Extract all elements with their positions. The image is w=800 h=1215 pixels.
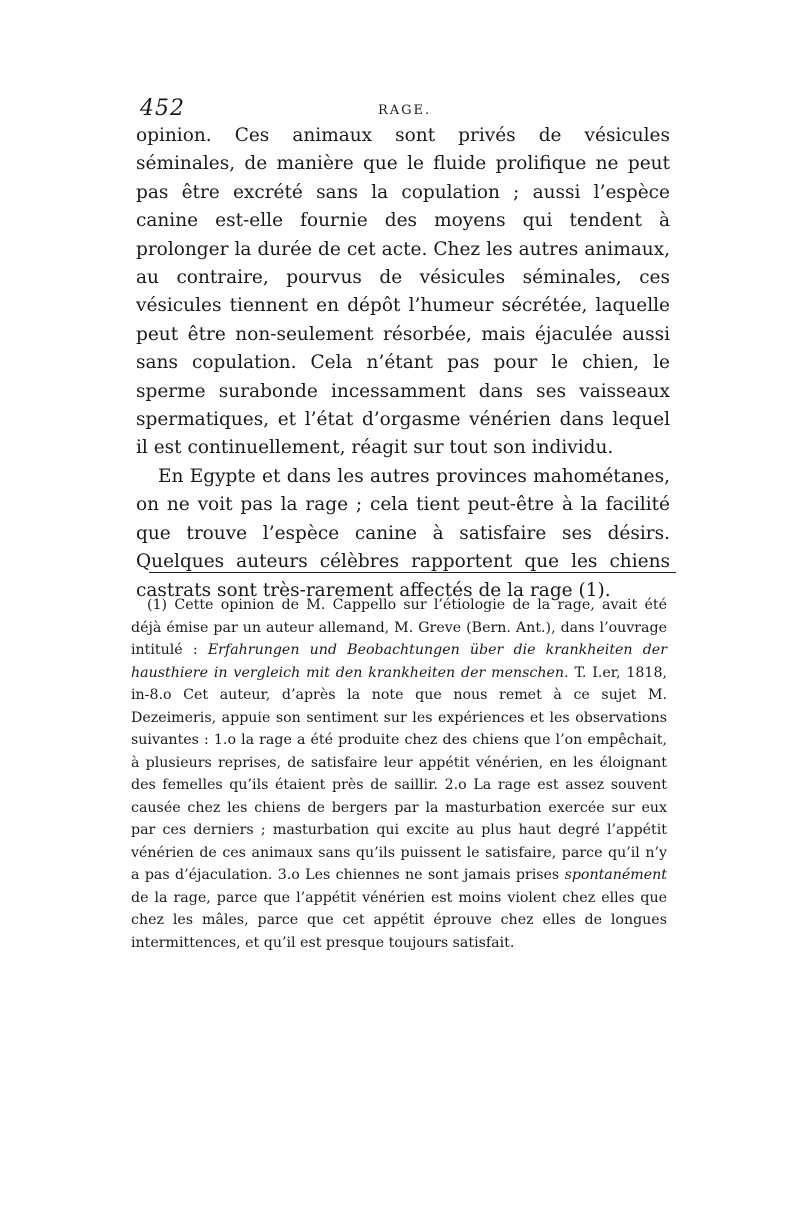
paragraph-egypt: En Egypte et dans les autres provinces mahométanes, on ne voit pas la rage ; cela tient peut-être à la facilité que trouve l’espèce canine à satisfaire ses désirs. Quelques auteurs célèbres rapportent que les chiens castrats sont très-rarement affectés de la rage (1).: [136, 465, 670, 601]
footnote-book-title: Erfahrungen und Beobachtungen über die krankheiten der hausthiere in vergleich mit den krankheiten der menschen: [131, 642, 667, 681]
footnote-marker: (1): [147, 597, 168, 613]
footnote-text-1: Cette opinion de M. Cappello sur l’étiologie de la rage, avait été déjà émise par un auteur allemand, M. Greve (Bern. Ant.), dans l’ouvrage intitulé :: [131, 597, 667, 658]
footnote-text-2: . T. I.er, 1818, in-8.o Cet auteur, d’après la note que nous remet à ce sujet M. Dezeimeris, appuie son sentiment sur les expériences et les observations suivantes : 1.o la rage a été produite chez des chiens que l’on empêchait, à plusieurs reprises, de satisfaire leur appétit vénérien, en les éloignant des femelles qu’ils étaient près de saillir. 2.o La rage est assez souvent causée chez les chiens de bergers par la masturbation exercée sur eux par ces derniers ; masturbation qui excite au plus haut degré l’appétit vénérien de ces animaux sans qu’ils puissent le satisfaire, parce qu’il n’y a pas d’éjaculation. 3.o Les chiennes ne sont jamais prises: [131, 664, 667, 883]
page-number: 452: [140, 96, 185, 121]
paragraph-continued: opinion. Ces animaux sont privés de vésicules séminales, de manière que le fluide prolifique ne peut pas être excrété sans la copulation ; aussi l’espèce canine est-elle fournie des moyens qui tendent à prolonger la durée de cet acte. Chez les autres animaux, au contraire, pourvus de vésicules séminales, ces vésicules tiennent en dépôt l’humeur sécrétée, laquelle peut être non-seulement résorbée, mais éjaculée aussi sans copulation. Cela n’étant pas pour le chien, le sperme surabonde incessamment dans ses vaisseaux spermatiques, et l’état d’orgasme vénérien dans lequel il est continuellement, réagit sur tout son individu.: [136, 125, 670, 459]
footnote: [131, 594, 667, 954]
footnote-rule: [149, 572, 676, 573]
footnote-italic-word: spontanément: [564, 867, 667, 883]
footnote-text-3: de la rage, parce que l’appétit vénérien est moins violent chez elles que chez les mâles, parce que cet appétit éprouve chez elles de longues intermittences, et qu’il est presque toujours satisfait.: [131, 889, 667, 951]
running-head: RAGE.: [378, 103, 432, 118]
main-text: [136, 122, 670, 605]
footnote-paragraph: [131, 594, 667, 954]
